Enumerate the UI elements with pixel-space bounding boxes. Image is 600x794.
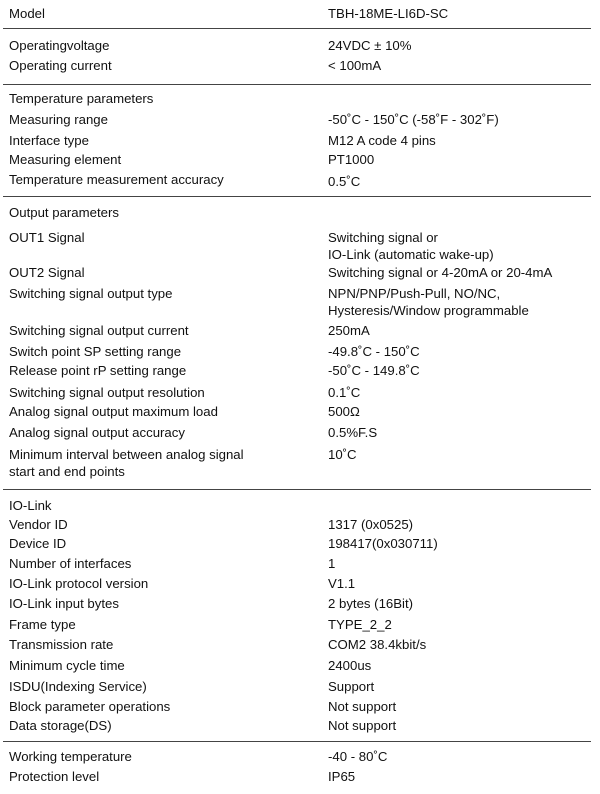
spec-label: Measuring range [9,112,108,127]
spec-value: 198417(0x030711) [328,536,438,551]
spec-value: 250mA [328,323,370,338]
spec-label: IO-Link protocol version [9,576,149,591]
spec-value: -50˚C - 150˚C (-58˚F - 302˚F) [328,112,499,127]
spec-label: Release point rP setting range [9,363,187,378]
spec-label: Operating current [9,58,112,73]
spec-value: 1 [328,556,336,571]
spec-label: Switching signal output resolution [9,385,205,400]
spec-label: Measuring element [9,152,122,167]
spec-label: Model [9,6,45,21]
spec-label: OUT1 Signal [9,230,85,245]
spec-label: Vendor ID [9,517,68,532]
spec-value: NPN/PNP/Push-Pull, NO/NC, [328,286,501,301]
spec-value: 2400us [328,658,372,673]
spec-value: IP65 [328,769,356,784]
spec-value: Support [328,679,375,694]
spec-value: 10˚C [328,447,357,462]
spec-label: Working temperature [9,749,132,764]
spec-value: TBH-18ME-LI6D-SC [328,6,449,21]
spec-value: Switching signal or 4-20mA or 20-4mA [328,265,553,280]
spec-label: Analog signal output accuracy [9,425,185,440]
spec-label: Minimum cycle time [9,658,125,673]
spec-label: Minimum interval between analog signal [9,447,244,462]
spec-value: -50˚C - 149.8˚C [328,363,420,378]
spec-label: Frame type [9,617,76,632]
spec-label: ISDU(Indexing Service) [9,679,147,694]
spec-value: TYPE_2_2 [328,617,392,632]
spec-value: 0.1˚C [328,385,361,400]
spec-label: IO-Link input bytes [9,596,119,611]
spec-value: Hysteresis/Window programmable [328,303,529,318]
section-heading: Output parameters [9,205,119,220]
divider [3,28,591,29]
section-heading: IO-Link [9,498,52,513]
section-heading: Temperature parameters [9,91,154,106]
spec-value: < 100mA [328,58,382,73]
spec-label: Number of interfaces [9,556,132,571]
spec-value: IO-Link (automatic wake-up) [328,247,494,262]
divider [3,196,591,197]
spec-value: -40 - 80˚C [328,749,388,764]
spec-value: Not support [328,699,397,714]
spec-value: 500Ω [328,404,360,419]
spec-label: start and end points [9,464,125,479]
spec-value: COM2 38.4kbit/s [328,637,427,652]
spec-value: 0.5%F.S [328,425,378,440]
spec-value: 0.5˚C [328,174,361,189]
spec-value: 1317 (0x0525) [328,517,414,532]
spec-label: Transmission rate [9,637,114,652]
divider [3,84,591,85]
spec-label: Switch point SP setting range [9,344,182,359]
spec-value: 2 bytes (16Bit) [328,596,414,611]
spec-label: OUT2 Signal [9,265,85,280]
divider [3,489,591,490]
spec-label: Data storage(DS) [9,718,112,733]
spec-label: Block parameter operations [9,699,171,714]
spec-label: Temperature measurement accuracy [9,172,224,187]
spec-label: Protection level [9,769,100,784]
spec-value: M12 A code 4 pins [328,133,436,148]
spec-value: Switching signal or [328,230,438,245]
divider [3,741,591,742]
spec-label: Interface type [9,133,89,148]
spec-label: Switching signal output type [9,286,173,301]
spec-label: Device ID [9,536,67,551]
spec-value: Not support [328,718,397,733]
spec-label: Switching signal output current [9,323,189,338]
spec-value: V1.1 [328,576,356,591]
spec-value: -49.8˚C - 150˚C [328,344,420,359]
spec-value: 24VDC ± 10% [328,38,412,53]
spec-label: Operatingvoltage [9,38,110,53]
spec-label: Analog signal output maximum load [9,404,218,419]
spec-value: PT1000 [328,152,375,167]
